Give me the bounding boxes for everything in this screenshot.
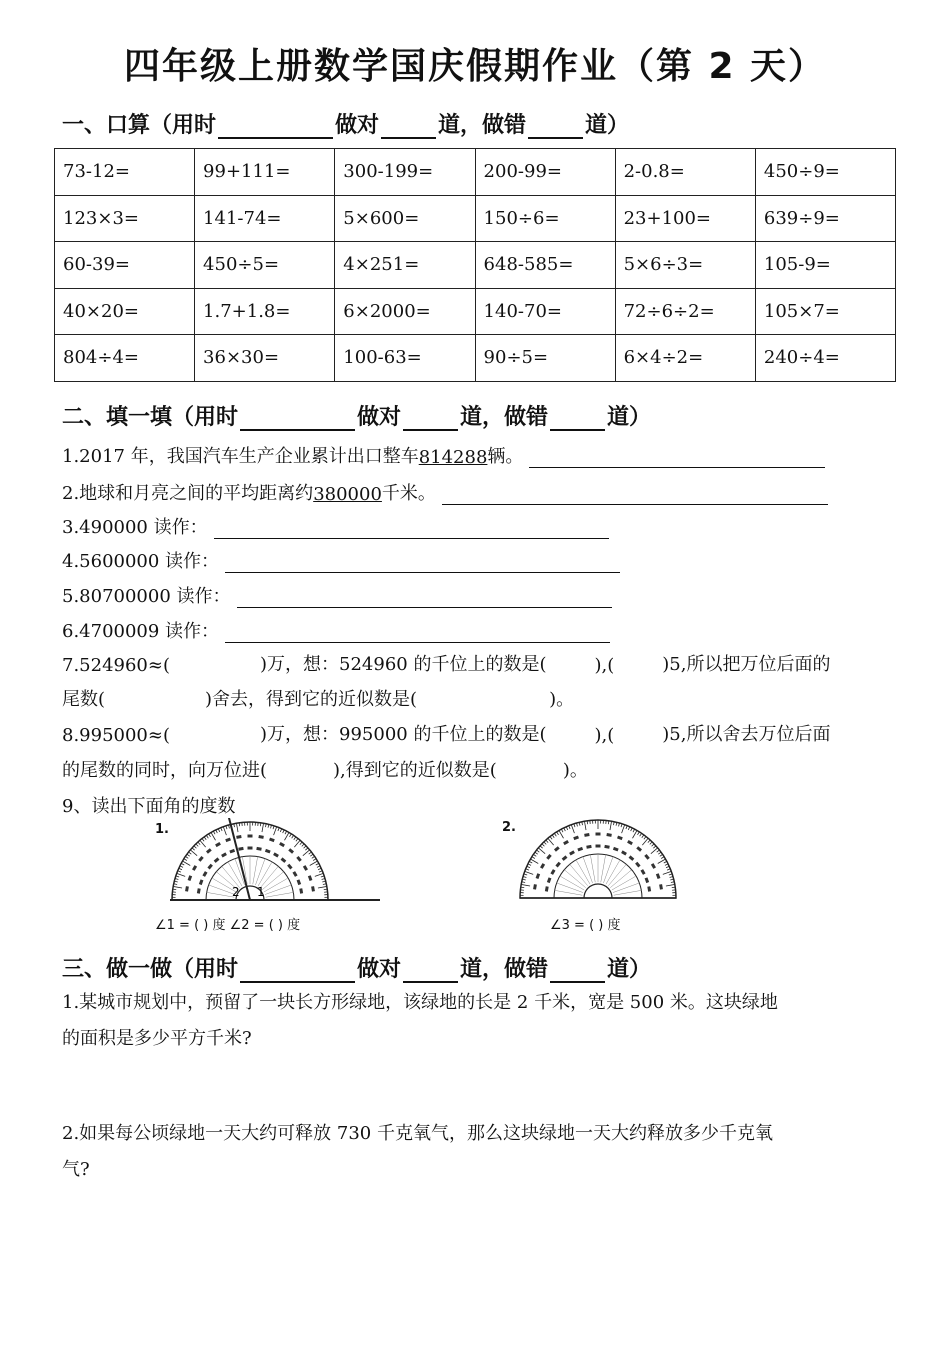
question-1: [62, 442, 825, 468]
tick-mark: [653, 846, 656, 848]
radial-line: [590, 855, 595, 883]
time-blank[interactable]: [240, 407, 355, 431]
calc-cell[interactable]: 105×7=: [755, 288, 895, 335]
radial-line: [603, 857, 613, 883]
degree-numeral: [629, 855, 635, 861]
calc-cell[interactable]: 105-9=: [755, 242, 895, 289]
correct-blank[interactable]: [403, 407, 458, 431]
degree-numeral: [545, 886, 549, 891]
degree-numeral: [636, 846, 642, 852]
question-4: [62, 547, 620, 573]
calc-cell[interactable]: 648-585=: [475, 242, 615, 289]
section-1-done: 做对: [335, 113, 380, 138]
degree-numeral: [645, 877, 650, 883]
tick-mark: [544, 842, 546, 845]
question-2: [62, 479, 828, 505]
tick-mark: [574, 824, 575, 827]
degree-numeral: [606, 833, 611, 837]
calc-cell[interactable]: 200-99=: [475, 149, 615, 196]
degree-numeral: [596, 845, 601, 848]
tick-mark: [223, 827, 226, 835]
degree-numeral: [188, 875, 193, 881]
degree-numeral: [656, 873, 661, 879]
q8-part: 的尾数的同时，向万位进(: [62, 760, 268, 781]
tick-mark: [650, 842, 652, 845]
tick-mark: [187, 854, 190, 856]
time-blank[interactable]: [218, 115, 333, 139]
degree-numeral: [647, 886, 651, 891]
question-7-line-1: [62, 650, 830, 676]
tick-mark: [584, 821, 586, 830]
calc-cell[interactable]: 2-0.8=: [615, 149, 755, 196]
protractor-figure-1: [150, 818, 390, 938]
calc-cell[interactable]: 23+100=: [615, 195, 755, 242]
degree-numeral: [573, 836, 579, 841]
tick-mark: [661, 857, 664, 859]
radial-line: [207, 892, 235, 897]
degree-numeral: [199, 879, 204, 885]
degree-numeral: [192, 865, 197, 871]
angle-caption: ∠3 = ( ) 度: [550, 918, 621, 933]
tick-mark: [304, 846, 307, 848]
tick-mark: [651, 848, 658, 854]
q7-part: 7.524960≈(: [62, 655, 170, 676]
problem-2-line-1: 2.如果每公顷绿地一天大约可释放 730 千克氧气，那么这块绿地一天大约释放多少千克氧: [62, 1123, 773, 1144]
section-2-dao1: 道，做错: [460, 405, 549, 430]
tick-mark: [633, 829, 635, 832]
degree-numeral: [550, 869, 555, 875]
tick-mark: [528, 864, 531, 866]
tick-mark: [309, 852, 312, 854]
q7-part: ),(: [594, 655, 615, 676]
tick-mark: [537, 850, 540, 852]
degree-numeral: [613, 847, 619, 852]
question-1-unit: 辆。: [487, 446, 524, 467]
question-9: [62, 792, 235, 818]
tick-mark: [176, 876, 179, 877]
tick-mark: [294, 837, 296, 840]
calc-cell[interactable]: 450÷9=: [755, 149, 895, 196]
tick-mark: [564, 828, 566, 831]
calc-cell[interactable]: 73-12=: [55, 149, 195, 196]
section-1-dao1: 道，做错: [438, 113, 527, 138]
degree-numeral: [621, 850, 627, 855]
q8-part: )。: [562, 760, 588, 781]
question-9-text: 9、读出下面角的度数: [62, 796, 236, 817]
tick-mark: [318, 886, 327, 888]
wrong-blank[interactable]: [550, 959, 605, 983]
tick-mark: [315, 873, 323, 876]
degree-numeral: [229, 849, 235, 854]
angle-1-mark: 1: [257, 885, 265, 899]
angle-2-mark: 2: [232, 885, 240, 899]
section-3-prefix: 三、做一做（用时: [62, 957, 239, 982]
problem-2-line-2: 气?: [62, 1159, 90, 1180]
calc-cell[interactable]: 36×30=: [195, 335, 335, 382]
degree-numeral: [288, 848, 294, 854]
page-title: 四年级上册数学国庆假期作业（第 2 天）: [123, 46, 827, 87]
tick-mark: [621, 824, 622, 827]
calc-cell[interactable]: 450÷5=: [195, 242, 335, 289]
tick-mark: [525, 871, 533, 874]
degree-numeral: [596, 833, 601, 836]
degree-numeral: [640, 869, 645, 875]
degree-numeral: [555, 862, 561, 868]
tick-mark: [648, 840, 650, 843]
tick-mark: [538, 848, 545, 854]
tick-mark: [316, 863, 319, 865]
tick-mark: [642, 838, 648, 845]
answer-line[interactable]: [214, 520, 609, 539]
radial-line: [555, 890, 583, 895]
q7-part: )5,所以把万位后面的: [662, 654, 831, 675]
question-6: [62, 617, 610, 643]
degree-numeral: [303, 865, 308, 871]
tick-mark: [274, 827, 277, 835]
tick-mark: [194, 846, 197, 848]
tick-mark: [524, 874, 527, 875]
tick-mark: [640, 833, 642, 836]
degree-numeral: [225, 838, 231, 843]
q7-part: )。: [549, 689, 575, 710]
time-blank[interactable]: [240, 959, 355, 983]
question-4-text: 4.5600000 读作：: [62, 551, 220, 572]
tick-mark: [292, 835, 294, 838]
question-3: [62, 513, 609, 539]
degree-numeral: [197, 888, 201, 893]
figure-number: 1.: [155, 822, 169, 837]
degree-numeral: [308, 875, 313, 881]
tick-mark: [642, 835, 644, 838]
tick-mark: [200, 840, 206, 847]
degree-numeral: [269, 838, 275, 843]
calc-cell[interactable]: 5×600=: [335, 195, 475, 242]
calc-cell[interactable]: 6×2000=: [335, 288, 475, 335]
tick-mark: [289, 834, 291, 837]
calc-cell[interactable]: 123×3=: [55, 195, 195, 242]
table-row: [55, 149, 896, 196]
section-3-dao2: 道）: [607, 957, 652, 982]
tick-mark: [540, 846, 543, 848]
question-6-text: 6.4700009 读作：: [62, 621, 220, 642]
section-3-dao1: 道，做错: [460, 957, 549, 982]
degree-numeral: [586, 845, 591, 849]
tick-mark: [209, 834, 211, 837]
tick-mark: [310, 854, 313, 856]
calc-cell[interactable]: 240÷4=: [755, 335, 895, 382]
degree-numeral: [604, 845, 609, 849]
tick-mark: [532, 857, 535, 859]
tick-mark: [190, 850, 197, 856]
tick-mark: [663, 871, 671, 874]
answer-line[interactable]: [442, 486, 828, 505]
protractor-2-svg: [498, 818, 698, 913]
tick-mark: [300, 842, 302, 845]
tick-mark: [180, 866, 183, 868]
calc-cell[interactable]: 5×6÷3=: [615, 242, 755, 289]
degree-numeral: [215, 842, 221, 847]
degree-numeral: [258, 835, 263, 839]
calc-cell[interactable]: 60-39=: [55, 242, 195, 289]
degree-numeral: [635, 862, 641, 868]
section-2-prefix: 二、填一填（用时: [62, 405, 239, 430]
calc-cell[interactable]: 6×4÷2=: [615, 335, 755, 382]
calc-cell[interactable]: 140-70=: [475, 288, 615, 335]
table-row: [55, 335, 896, 382]
tick-mark: [173, 886, 182, 888]
calc-cell[interactable]: 40×20=: [55, 288, 195, 335]
degree-numeral: [273, 852, 279, 857]
tick-mark: [181, 863, 184, 865]
section-1-dao2: 道）: [585, 113, 630, 138]
degree-numeral: [256, 847, 261, 851]
question-2-number: 380000: [313, 484, 382, 505]
degree-numeral: [554, 846, 560, 852]
question-8-line-1: [62, 720, 830, 746]
tick-mark: [610, 821, 612, 830]
tick-mark: [644, 837, 646, 840]
calc-cell[interactable]: 639÷9=: [755, 195, 895, 242]
degree-numeral: [584, 833, 589, 837]
degree-numeral: [547, 877, 552, 883]
tick-mark: [521, 884, 530, 886]
degree-numeral: [563, 840, 569, 845]
calc-cell[interactable]: 300-199=: [335, 149, 475, 196]
degree-numeral: [617, 836, 623, 841]
degree-numeral: [185, 886, 189, 891]
section-3-done: 做对: [357, 957, 402, 982]
question-2-text: 2.地球和月亮之间的平均距离约: [62, 483, 314, 504]
degree-numeral: [236, 835, 241, 839]
q8-part: ),(: [594, 725, 615, 746]
tick-mark: [548, 838, 554, 845]
degree-numeral: [248, 835, 253, 838]
answer-line[interactable]: [529, 449, 825, 468]
tick-mark: [535, 852, 538, 854]
figure-number: 2.: [502, 820, 516, 835]
tick-mark: [622, 825, 625, 833]
tick-mark: [285, 831, 287, 834]
answer-line[interactable]: [225, 624, 610, 643]
degree-numeral: [540, 863, 545, 869]
problem-1-line-2: 的面积是多少平方千米?: [62, 1028, 252, 1049]
degree-numeral: [221, 852, 227, 857]
tick-mark: [554, 833, 556, 836]
radial-line: [557, 883, 583, 893]
tick-mark: [202, 839, 204, 842]
radial-line: [253, 857, 258, 885]
q7-part: )舍去，得到它的近似数是(: [205, 689, 418, 710]
calc-cell[interactable]: 100-63=: [335, 335, 475, 382]
radial-line: [613, 883, 639, 893]
tick-mark: [216, 830, 218, 833]
degree-numeral: [206, 848, 212, 854]
tick-mark: [669, 874, 672, 875]
section-3-header: [62, 952, 651, 983]
degree-numeral: [287, 864, 293, 870]
tick-mark: [637, 832, 639, 835]
tick-mark: [198, 842, 200, 845]
angle-caption: ∠1 = ( ) 度 ∠2 = ( ) 度: [155, 918, 301, 933]
tick-mark: [321, 876, 324, 877]
section-2-done: 做对: [357, 405, 402, 430]
q8-part: )5,所以舍去万位后面: [662, 724, 831, 745]
calc-cell[interactable]: 99+111=: [195, 149, 335, 196]
tick-mark: [185, 856, 188, 858]
degree-numeral: [238, 847, 243, 851]
degree-numeral: [644, 854, 650, 860]
degree-numeral: [533, 884, 537, 889]
tick-mark: [664, 861, 667, 863]
protractor-1-svg: [150, 818, 390, 913]
calc-cell[interactable]: 804÷4=: [55, 335, 195, 382]
degree-numeral: [569, 850, 575, 855]
question-3-text: 3.490000 读作：: [62, 517, 208, 538]
degree-numeral: [296, 856, 302, 862]
tick-mark: [660, 854, 663, 856]
tick-mark: [196, 844, 198, 847]
degree-numeral: [214, 857, 220, 863]
radial-line: [255, 859, 265, 885]
question-5: [62, 582, 612, 608]
tick-mark: [658, 852, 661, 854]
tick-mark: [652, 844, 655, 846]
tick-mark: [302, 844, 304, 847]
calc-cell[interactable]: 4×251=: [335, 242, 475, 289]
degree-numeral: [659, 884, 663, 889]
question-7-line-2: [62, 685, 574, 711]
tick-mark: [529, 861, 532, 863]
degree-numeral: [299, 888, 303, 893]
question-5-text: 5.80700000 读作：: [62, 586, 231, 607]
tick-mark: [184, 859, 187, 861]
tick-mark: [192, 848, 195, 850]
tick-mark: [303, 850, 310, 856]
degree-numeral: [292, 871, 297, 877]
tick-mark: [546, 840, 548, 843]
degree-numeral: [651, 863, 656, 869]
tick-mark: [561, 829, 563, 832]
mental-math-table: [54, 148, 896, 382]
tick-mark: [533, 854, 536, 856]
tick-mark: [283, 830, 285, 833]
tick-mark: [312, 856, 315, 858]
tick-mark: [317, 866, 320, 868]
tick-mark: [550, 837, 552, 840]
calc-cell[interactable]: 90÷5=: [475, 335, 615, 382]
tick-mark: [571, 825, 574, 833]
answer-line[interactable]: [225, 554, 620, 573]
tick-mark: [296, 839, 298, 842]
table-row: [55, 242, 896, 289]
tick-mark: [204, 837, 206, 840]
wrong-blank[interactable]: [528, 115, 583, 139]
degree-numeral: [546, 854, 552, 860]
problem-1-line-1: 1.某城市规划中，预留了一块长方形绿地，该绿地的长是 2 千米，宽是 500 米。这块绿地: [62, 992, 778, 1013]
q7-part: 尾数(: [62, 689, 106, 710]
tick-mark: [313, 859, 316, 861]
degree-numeral: [562, 855, 568, 861]
tick-mark: [213, 831, 215, 834]
tick-mark: [177, 873, 185, 876]
tick-mark: [189, 852, 192, 854]
section-1-header: [62, 108, 629, 139]
degree-numeral: [577, 847, 583, 852]
tick-mark: [206, 835, 208, 838]
degree-numeral: [265, 849, 271, 854]
degree-numeral: [207, 864, 213, 870]
calc-cell[interactable]: 72÷6÷2=: [615, 288, 755, 335]
tick-mark: [552, 835, 554, 838]
tick-mark: [294, 840, 300, 847]
table-row: [55, 195, 896, 242]
degree-numeral: [297, 879, 302, 885]
q8-part: 8.995000≈(: [62, 725, 170, 746]
question-2-unit: 千米。: [381, 483, 436, 504]
protractor-center-arc: [584, 884, 612, 898]
degree-numeral: [248, 847, 253, 850]
radial-line: [583, 857, 593, 883]
q8-part: ),得到它的近似数是(: [333, 760, 497, 781]
tick-mark: [262, 823, 264, 832]
tick-mark: [557, 832, 559, 835]
question-8-line-2: [62, 756, 588, 782]
radial-line: [266, 892, 294, 897]
tick-mark: [273, 826, 274, 829]
radial-line: [265, 885, 291, 895]
tick-mark: [657, 850, 660, 852]
degree-numeral: [627, 840, 633, 845]
question-1-number: 814288: [418, 447, 488, 468]
degree-numeral: [536, 873, 541, 879]
question-1-text: 1.2017 年，我国汽车生产企业累计出口整车: [62, 446, 419, 467]
correct-blank[interactable]: [381, 115, 436, 139]
radial-line: [601, 855, 606, 883]
section-2-header: [62, 400, 651, 431]
answer-line[interactable]: [237, 589, 612, 608]
degree-numeral: [202, 871, 207, 877]
degree-numeral: [198, 856, 204, 862]
tick-mark: [631, 828, 633, 831]
degree-numeral: [279, 842, 285, 847]
radial-line: [614, 890, 642, 895]
calc-cell[interactable]: 141-74=: [195, 195, 335, 242]
protractor-figure-2: [498, 818, 698, 938]
correct-blank[interactable]: [403, 959, 458, 983]
tick-mark: [305, 848, 308, 850]
tick-mark: [542, 844, 545, 846]
wrong-blank[interactable]: [550, 407, 605, 431]
q7-part: )万，想：524960 的千位上的数是(: [260, 654, 547, 675]
tick-mark: [226, 826, 227, 829]
section-1-prefix: 一、口算（用时: [62, 113, 217, 138]
tick-mark: [236, 823, 238, 832]
tick-mark: [666, 884, 675, 886]
calc-cell[interactable]: 1.7+1.8=: [195, 288, 335, 335]
calc-cell[interactable]: 150÷6=: [475, 195, 615, 242]
degree-numeral: [311, 886, 315, 891]
q8-part: )万，想：995000 的千位上的数是(: [260, 724, 547, 745]
table-row: [55, 288, 896, 335]
tick-mark: [665, 864, 668, 866]
degree-numeral: [281, 857, 287, 863]
section-2-dao2: 道）: [607, 405, 652, 430]
